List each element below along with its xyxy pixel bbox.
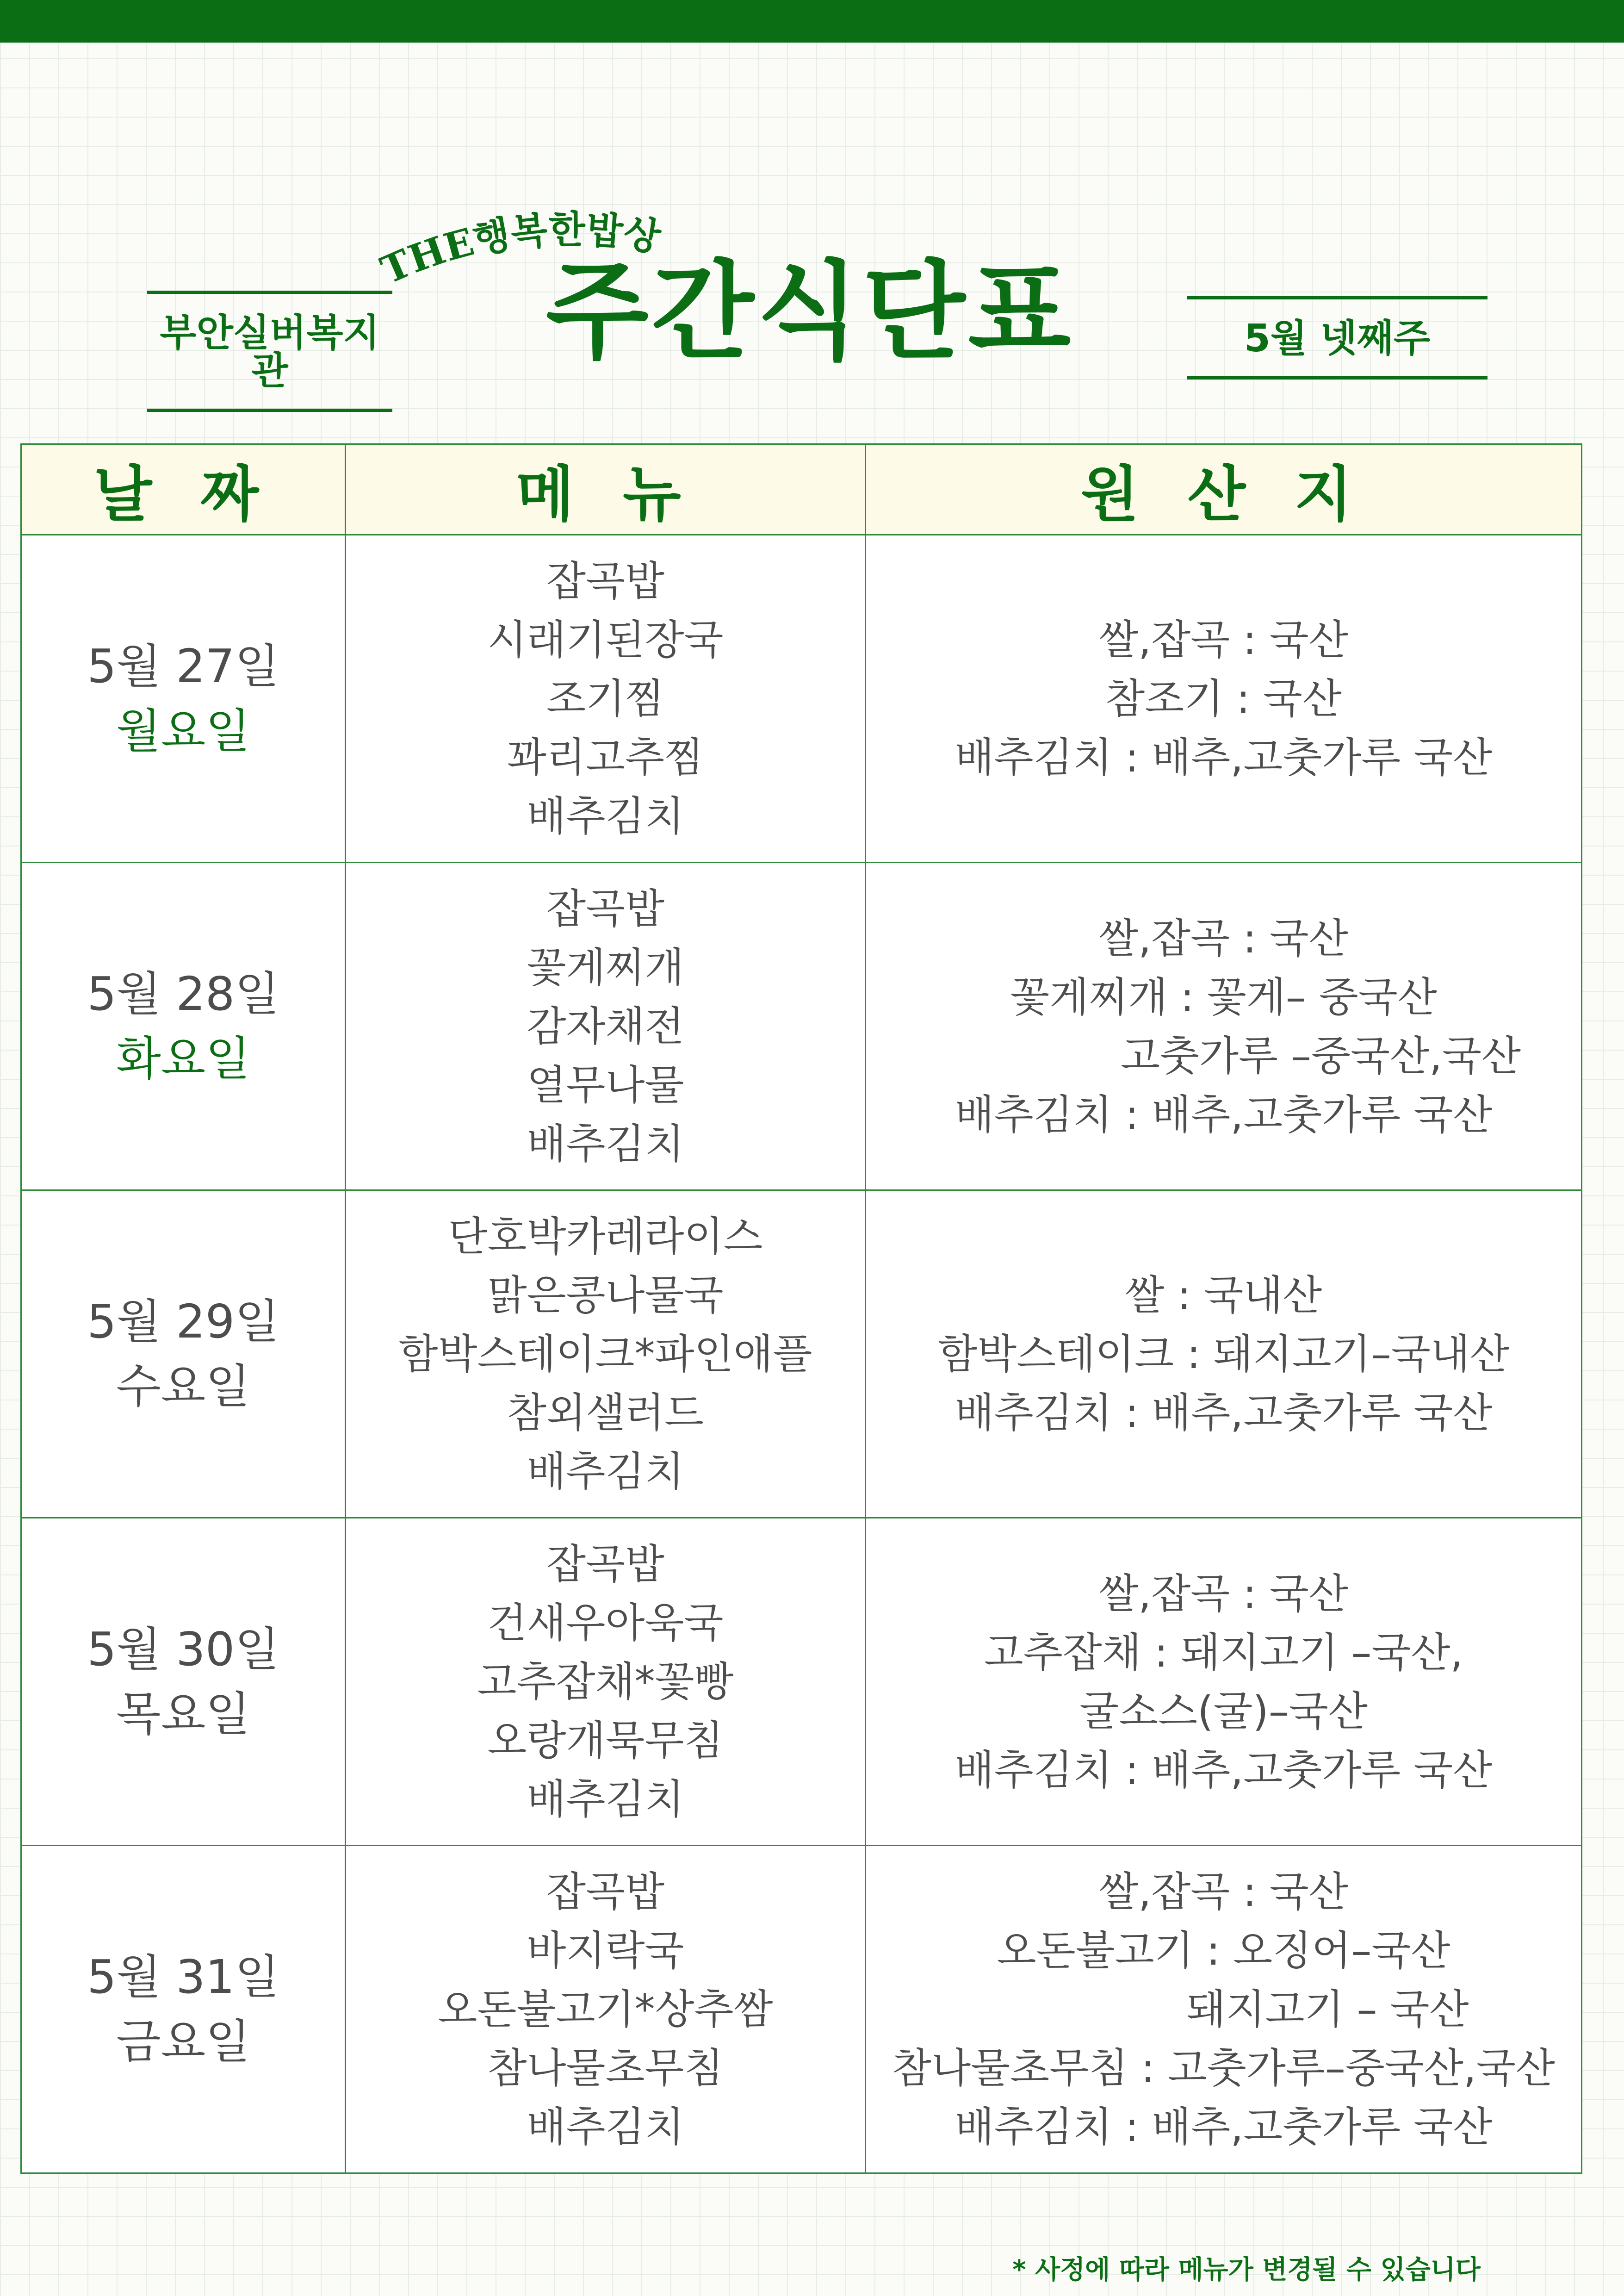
origin-line: 돼지고기 – 국산 [1186, 1985, 1469, 2033]
origin-line: 쌀,잡곡 : 국산 [1099, 1868, 1348, 1916]
date-cell [21, 535, 346, 863]
origin-cell [866, 1190, 1582, 1518]
origin-line: 참나물초무침 : 고춧가루–중국산,국산 [892, 2044, 1555, 2092]
menu-cell [346, 1518, 866, 1846]
top-bar [0, 0, 1624, 43]
column-header-origin: 원 산 지 [866, 444, 1582, 535]
table-header-row [21, 444, 1582, 535]
organization-block [147, 291, 392, 412]
menu-item: 고추잡채*꽃빵 [477, 1658, 734, 1705]
date-cell [21, 1846, 346, 2173]
menu-item: 배추김치 [527, 1448, 684, 1495]
origin-line: 배추김치 : 배추,고춧가루 국산 [955, 1746, 1493, 1794]
menu-item: 배추김치 [527, 1120, 684, 1168]
menu-item: 시래기된장국 [487, 616, 724, 664]
origin-cell [866, 535, 1582, 863]
menu-item: 배추김치 [527, 1775, 684, 1823]
origin-line: 함박스테이크 : 돼지고기–국내산 [938, 1330, 1509, 1378]
date: 5월 27일 [87, 639, 279, 693]
menu-table [20, 443, 1582, 2174]
menu-item: 건새우아욱국 [487, 1599, 724, 1647]
week-block [1187, 296, 1488, 380]
weekday: 목요일 [116, 1686, 250, 1741]
menu-item: 조기찜 [546, 675, 665, 722]
table-row [21, 863, 1582, 1190]
origin-line: 배추김치 : 배추,고춧가루 국산 [955, 1090, 1493, 1139]
menu-item: 단호박카레라이스 [448, 1213, 763, 1260]
page-title: 주간식단표 [545, 250, 1074, 374]
menu-cell [346, 1846, 866, 2173]
organization-name: 부안실버복지관 [160, 311, 380, 393]
date-cell [21, 1518, 346, 1846]
date-cell [21, 1190, 346, 1518]
menu-item: 참나물초무침 [487, 2044, 724, 2092]
footnote: * 사정에 따라 메뉴가 변경될 수 있습니다 [1012, 2255, 1481, 2285]
date-cell [21, 863, 346, 1190]
divider [147, 409, 392, 412]
menu-item: 오랑개묵무침 [487, 1717, 724, 1764]
table-row [21, 1190, 1582, 1518]
menu-item: 맑은콩나물국 [487, 1271, 724, 1319]
table-row [21, 535, 1582, 863]
week-label: 5월 넷째주 [1244, 317, 1431, 361]
menu-item: 꽈리고추찜 [507, 734, 704, 781]
menu-item: 감자채전 [527, 1002, 684, 1050]
weekday: 수요일 [116, 1359, 250, 1413]
date: 5월 29일 [87, 1294, 279, 1349]
origin-cell [866, 1518, 1582, 1846]
menu-item: 참외샐러드 [507, 1389, 704, 1437]
menu-item: 잡곡밥 [546, 557, 665, 605]
origin-line: 고추잡채 : 돼지고기 –국산, [984, 1628, 1463, 1676]
menu-cell [346, 863, 866, 1190]
arc-title-text: THE행복한밥상 [374, 207, 664, 293]
divider [1187, 376, 1488, 380]
menu-item: 함박스테이크*파인애플 [398, 1330, 812, 1378]
column-header-date: 날 짜 [21, 444, 346, 535]
weekday: 월요일 [116, 703, 250, 758]
column-header-menu: 메 뉴 [346, 444, 866, 535]
origin-line: 배추김치 : 배추,고춧가루 국산 [955, 2103, 1493, 2151]
menu-item: 오돈불고기*상추쌈 [438, 1985, 773, 2033]
origin-cell [866, 863, 1582, 1190]
origin-line: 꽃게찌개 : 꽃게– 중국산 [1010, 973, 1437, 1021]
origin-line: 배추김치 : 배추,고춧가루 국산 [955, 1389, 1493, 1437]
origin-line: 참조기 : 국산 [1105, 675, 1342, 722]
origin-line: 쌀 : 국내산 [1125, 1271, 1322, 1319]
menu-item: 꽃게찌개 [527, 944, 684, 991]
menu-item: 배추김치 [527, 792, 684, 840]
origin-line: 오돈불고기 : 오징어–국산 [997, 1927, 1450, 1974]
menu-item: 바지락국 [527, 1927, 684, 1974]
weekday: 금요일 [116, 2014, 250, 2069]
origin-cell [866, 1846, 1582, 2173]
origin-line: 쌀,잡곡 : 국산 [1099, 616, 1348, 664]
menu-item: 잡곡밥 [546, 885, 665, 933]
weekday: 화요일 [116, 1031, 250, 1086]
menu-cell [346, 1190, 866, 1518]
origin-line: 쌀,잡곡 : 국산 [1099, 914, 1348, 962]
date: 5월 30일 [87, 1622, 279, 1676]
divider [1187, 296, 1488, 299]
date: 5월 28일 [87, 966, 279, 1021]
divider [147, 291, 392, 294]
origin-line: 굴소스(굴)–국산 [1079, 1687, 1368, 1735]
origin-line: 쌀,잡곡 : 국산 [1099, 1569, 1348, 1618]
menu-cell [346, 535, 866, 863]
menu-item: 열무나물 [527, 1061, 684, 1109]
origin-line: 고춧가루 –중국산,국산 [1120, 1032, 1521, 1080]
table-row [21, 1518, 1582, 1846]
origin-line: 배추김치 : 배추,고춧가루 국산 [955, 734, 1493, 781]
table-row [21, 1846, 1582, 2173]
menu-item: 잡곡밥 [546, 1540, 665, 1588]
menu-item: 잡곡밥 [546, 1868, 665, 1916]
date: 5월 31일 [87, 1949, 279, 2004]
menu-item: 배추김치 [527, 2103, 684, 2151]
